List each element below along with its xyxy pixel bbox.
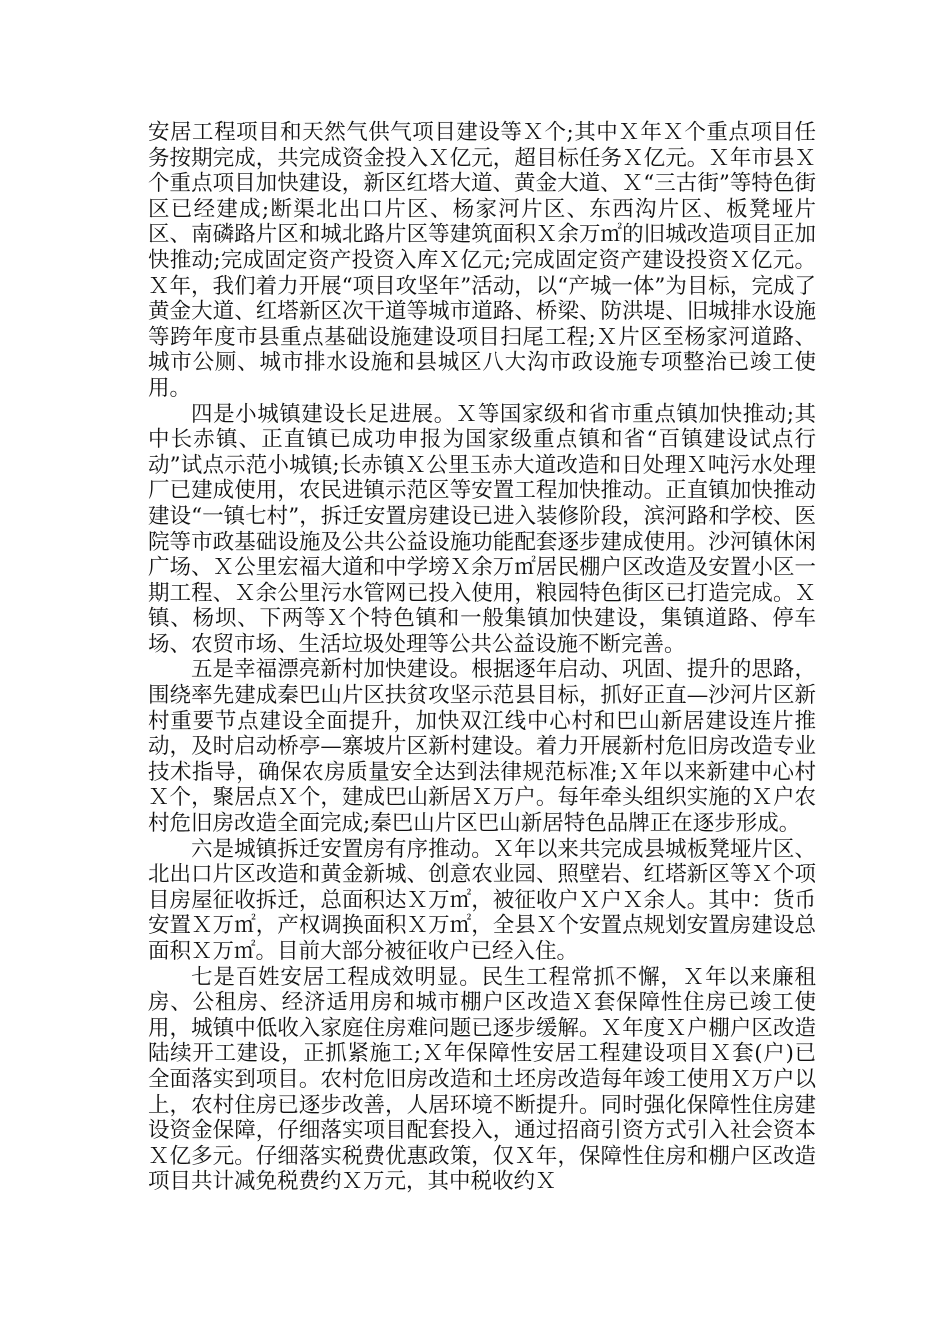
paragraph-four-small-towns: 四是小城镇建设长足进展。Ｘ等国家级和省市重点镇加快推动;其中长赤镇、正直镇已成功申报为国家级重点镇和省“百镇建设试点行动”试点示范小城镇;长赤镇Ｘ公里玉赤大道改造和日处理Ｘ吨污水处理厂已建成使用，农民进镇示范区等安置工程加快推动。正直镇加快推动建设“一镇七村”，拆迁安置房建设已进入装修阶段，滨河路和学校、医院等市政基础设施及公共公益设施功能配套逐步建成使用。沙河镇休闲广场、Ｘ公里宏福大道和中学塝Ｘ余万㎡居民棚户区改造及安置小区一期工程、Ｘ余公里污水管网已投入使用，粮园特色街区已打造完成。Ｘ镇、杨坝、下两等Ｘ个特色镇和一般集镇加快建设，集镇道路、停车场、农贸市场、生活垃圾处理等公共公益设施不断完善。: [148, 401, 816, 657]
paragraph-five-new-villages: 五是幸福漂亮新村加快建设。根据逐年启动、巩固、提升的思路，围绕率先建成秦巴山片区扶贫攻坚示范县目标，抓好正直—沙河片区新村重要节点建设全面提升，加快双江线中心村和巴山新居建设连片推动，及时启动桥亭—寨坡片区新村建设。着力开展新村危旧房改造专业技术指导，确保农房质量安全达到法律规范标准;Ｘ年以来新建中心村Ｘ个，聚居点Ｘ个，建成巴山新居Ｘ万户。每年牵头组织实施的Ｘ户农村危旧房改造全面完成;秦巴山片区巴山新居特色品牌正在逐步形成。: [148, 657, 816, 837]
paragraph-seven-housing: 七是百姓安居工程成效明显。民生工程常抓不懈，Ｘ年以来廉租房、公租房、经济适用房和城市棚户区改造Ｘ套保障性住房已竣工使用，城镇中低收入家庭住房难问题已逐步缓解。Ｘ年度Ｘ户棚户区改造陆续开工建设，正抓紧施工;Ｘ年保障性安居工程建设项目Ｘ套(户)已全面落实到项目。农村危旧房改造和土坯房改造每年竣工使用Ｘ万户以上，农村住房已逐步改善，人居环境不断提升。同时强化保障性住房建设资金保障，仔细落实项目配套投入，通过招商引资方式引入社会资本Ｘ亿多元。仔细落实税费优惠政策，仅Ｘ年，保障性住房和棚户区改造项目共计减免税费约Ｘ万元，其中税收约Ｘ: [148, 964, 816, 1195]
paragraph-six-resettlement: 六是城镇拆迁安置房有序推动。Ｘ年以来共完成县城板凳垭片区、北出口片区改造和黄金新城、创意农业园、照壁岩、红塔新区等Ｘ个项目房屋征收拆迁，总面积达Ｘ万㎡，被征收户Ｘ户Ｘ余人。其中：货币安置Ｘ万㎡，产权调换面积Ｘ万㎡，全县Ｘ个安置点规划安置房建设总面积Ｘ万㎡。目前大部分被征收户已经入住。: [148, 836, 816, 964]
paragraph-continuation: 安居工程项目和天然气供气项目建设等Ｘ个;其中Ｘ年Ｘ个重点项目任务按期完成，共完成资金投入Ｘ亿元，超目标任务Ｘ亿元。Ｘ年市县Ｘ个重点项目加快建设，新区红塔大道、黄金大道、Ｘ“三古街”等特色街区已经建成;断渠北出口片区、杨家河片区、东西沟片区、板凳垭片区、南磷路片区和城北路片区等建筑面积Ｘ余万㎡的旧城改造项目正加快推动;完成固定资产投资入库Ｘ亿元;完成固定资产建设投资Ｘ亿元。Ｘ年，我们着力开展“项目攻坚年”活动，以“产城一体”为目标，完成了黄金大道、红塔新区次干道等城市道路、桥梁、防洪堤、旧城排水设施等跨年度市县重点基础设施建设项目扫尾工程;Ｘ片区至杨家河道路、城市公厕、城市排水设施和县城区八大沟市政设施专项整治已竣工使用。: [148, 120, 816, 401]
document-page: [148, 120, 816, 1195]
